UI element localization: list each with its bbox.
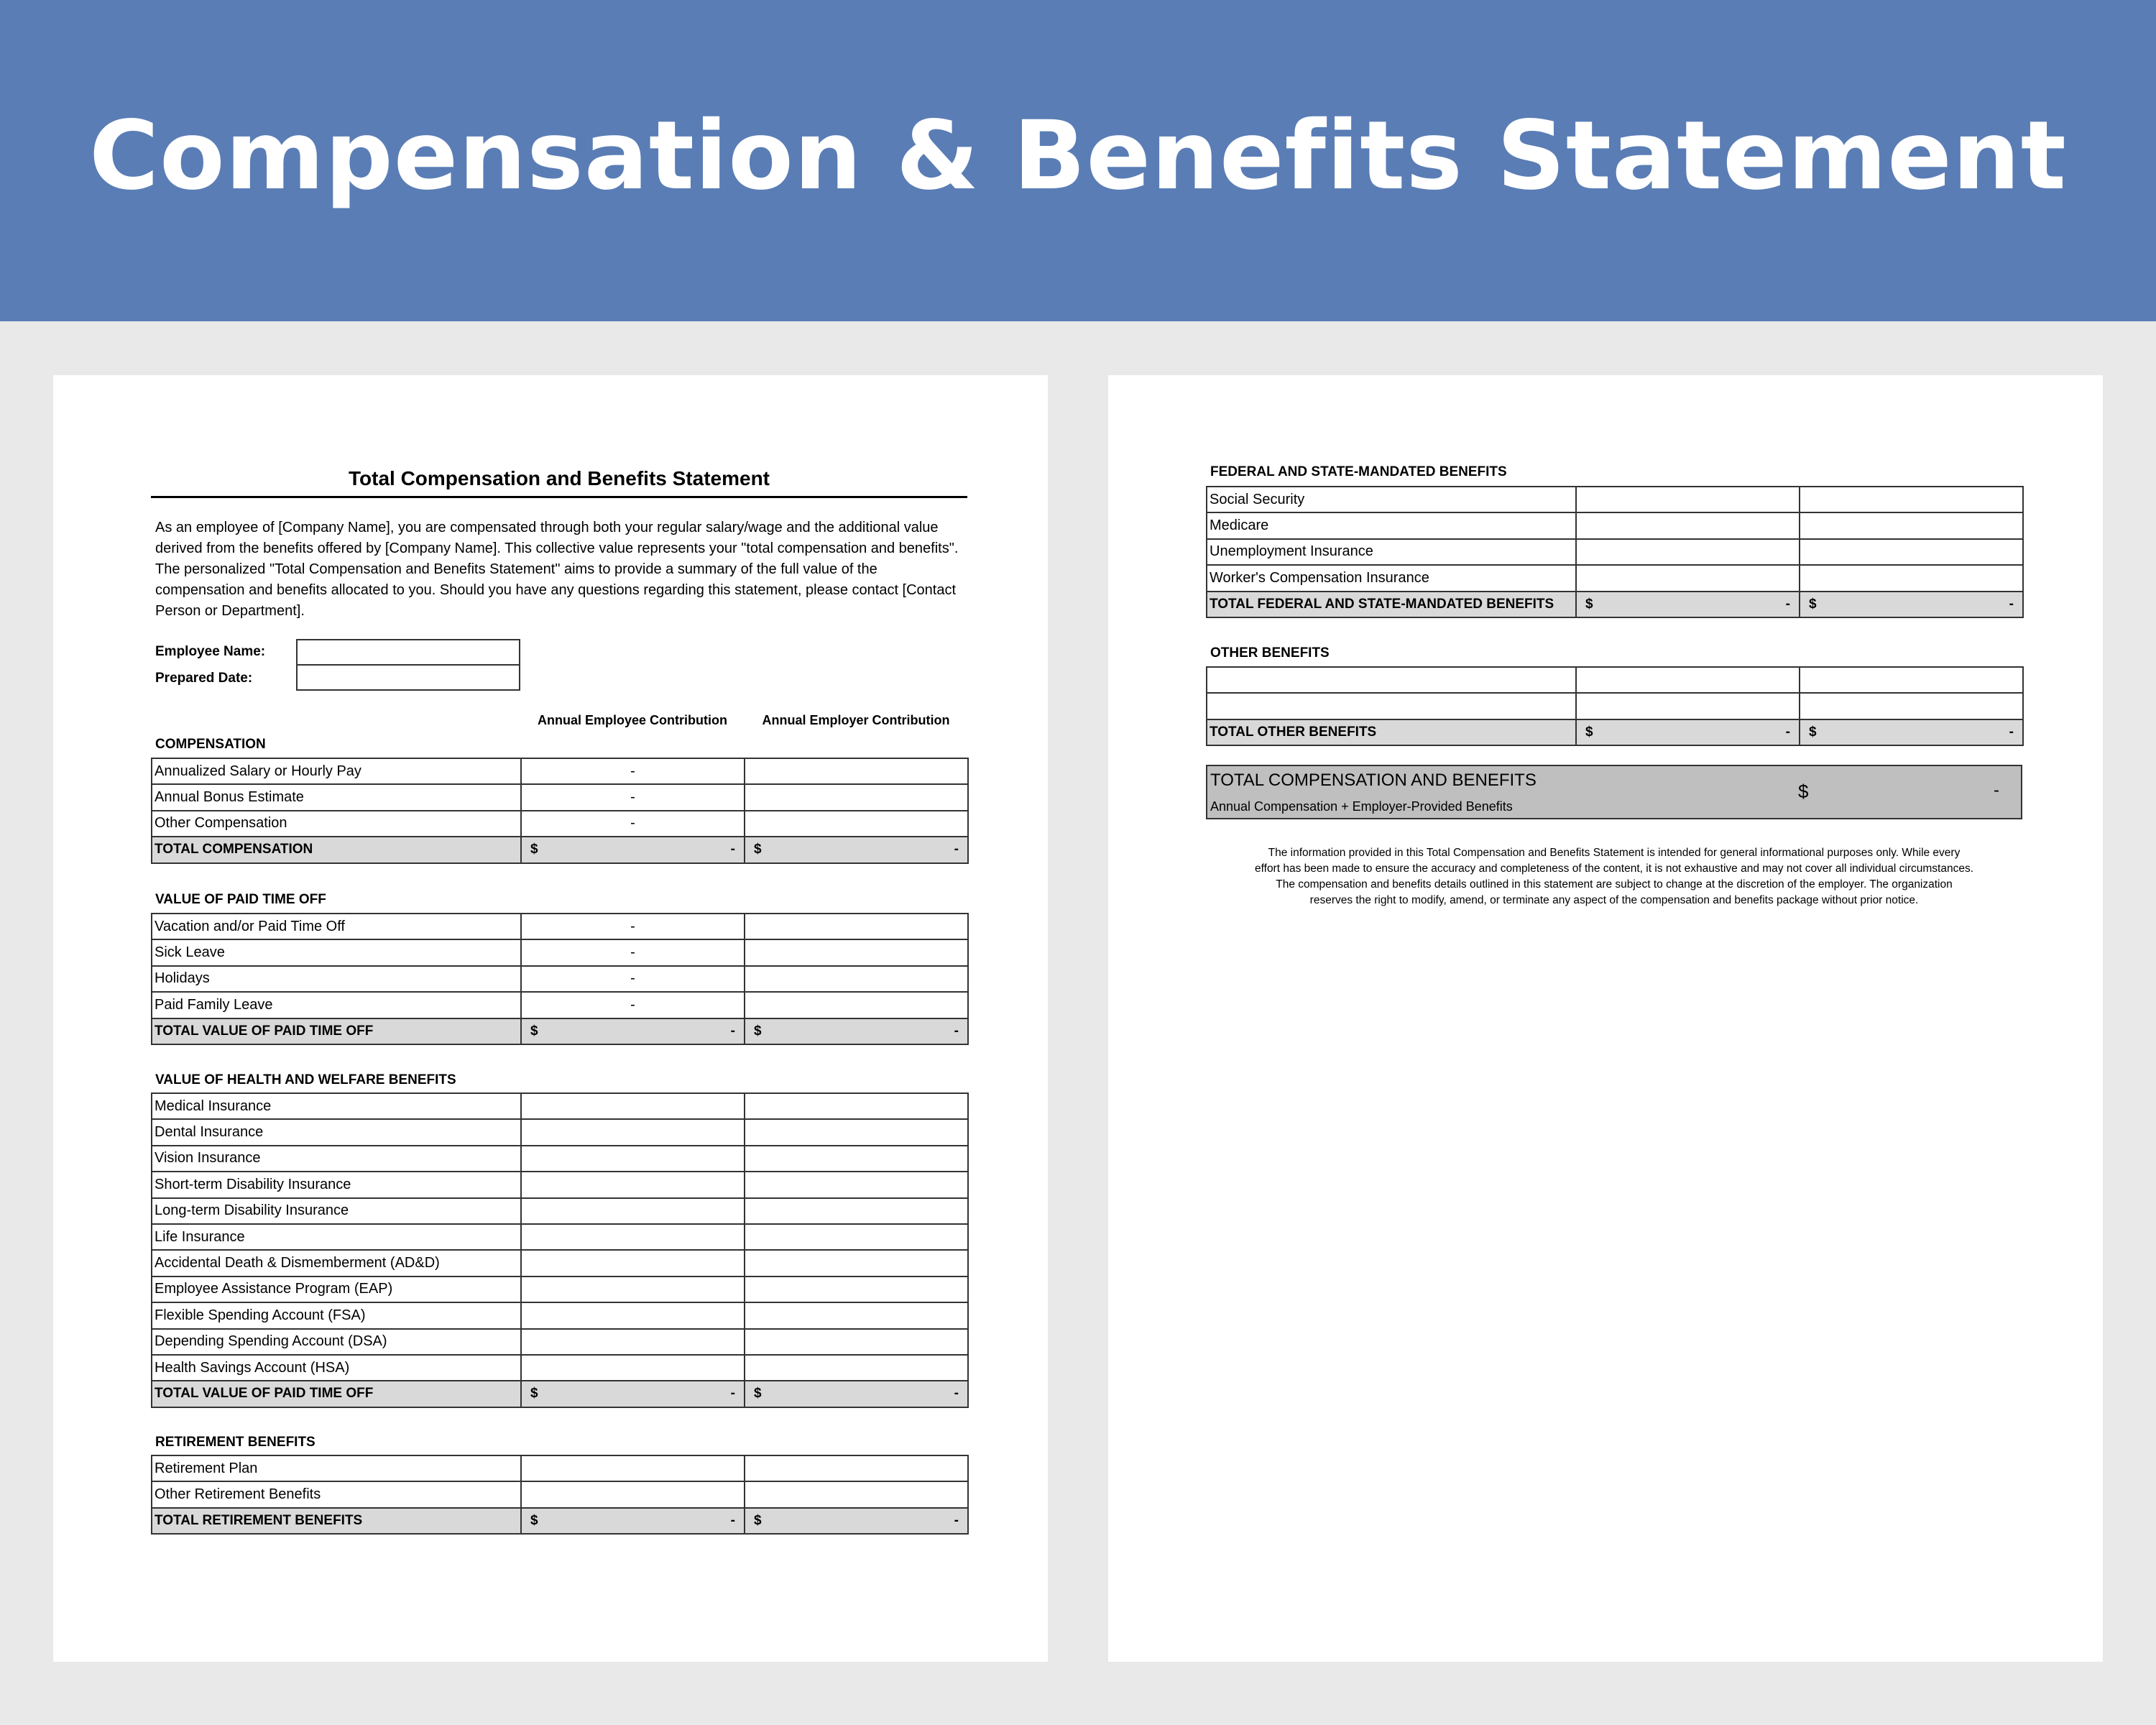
disclaimer-line: The information provided in this Total Compensation and Benefits Statement is intended for general informational purposes only. While every <box>1268 847 1961 859</box>
employer-contribution-cell[interactable] <box>745 1329 968 1355</box>
amount-value: - <box>730 1386 735 1402</box>
grand-total-box <box>1206 765 2022 819</box>
table-row <box>152 1146 968 1172</box>
employer-contribution-cell[interactable] <box>1800 487 2023 512</box>
row-label: Accidental Death & Dismemberment (AD&D) <box>152 1250 521 1276</box>
banner-title: Compensation & Benefits Statement <box>89 101 2067 211</box>
employer-contribution-cell[interactable] <box>745 1355 968 1381</box>
employer-contribution-cell[interactable] <box>1800 667 2023 693</box>
row-label: Life Insurance <box>152 1224 521 1250</box>
currency-symbol: $ <box>530 1023 538 1039</box>
employee-contribution-cell[interactable] <box>521 1224 745 1250</box>
section-title-paid-time-off: VALUE OF PAID TIME OFF <box>155 892 326 907</box>
employee-contribution-cell[interactable] <box>1576 565 1800 591</box>
employee-contribution-cell[interactable]: - <box>521 811 745 837</box>
row-label: Vacation and/or Paid Time Off <box>152 914 521 939</box>
employer-contribution-cell[interactable] <box>745 1198 968 1224</box>
currency-symbol: $ <box>1809 724 1817 740</box>
section-title-health-welfare: VALUE OF HEALTH AND WELFARE BENEFITS <box>155 1072 456 1087</box>
disclaimer <box>1206 845 2022 908</box>
amount-value: - <box>730 842 735 857</box>
currency-symbol: $ <box>754 1023 762 1039</box>
row-label: Annualized Salary or Hourly Pay <box>152 758 521 784</box>
grand-total-value: - <box>1994 781 1999 800</box>
total-employee-amount <box>521 1508 745 1534</box>
currency-symbol: $ <box>1585 596 1593 612</box>
total-employee-amount <box>521 837 745 862</box>
employer-contribution-cell[interactable] <box>745 1481 968 1507</box>
section-title-retirement: RETIREMENT BENEFITS <box>155 1435 315 1450</box>
employer-contribution-cell[interactable] <box>745 1250 968 1276</box>
employee-contribution-cell[interactable] <box>521 1119 745 1145</box>
table-row <box>152 1093 968 1119</box>
currency-symbol: $ <box>530 1386 538 1402</box>
total-row <box>152 1018 968 1044</box>
currency-symbol: $ <box>754 842 762 857</box>
employee-contribution-cell[interactable] <box>521 1146 745 1172</box>
disclaimer-line: effort has been made to ensure the accuracy and completeness of the content, it is not exhaustive and may not cover all individual circumstances. <box>1254 862 1974 875</box>
employer-contribution-cell[interactable] <box>745 1224 968 1250</box>
row-label: Other Retirement Benefits <box>152 1481 521 1507</box>
employee-contribution-cell[interactable] <box>521 1198 745 1224</box>
currency-symbol: $ <box>1809 596 1817 612</box>
total-employee-amount <box>1576 719 1800 745</box>
employee-contribution-cell[interactable] <box>1576 667 1800 693</box>
employee-contribution-cell[interactable] <box>521 1355 745 1381</box>
employer-contribution-cell[interactable] <box>745 914 968 939</box>
employee-contribution-cell[interactable]: - <box>521 758 745 784</box>
total-employer-amount <box>745 1018 968 1044</box>
table-row <box>1207 512 2023 538</box>
total-employer-amount <box>1800 592 2023 617</box>
employer-contribution-cell[interactable] <box>745 966 968 992</box>
row-label: Dental Insurance <box>152 1119 521 1145</box>
table-row <box>152 939 968 965</box>
amount-value: - <box>1785 596 1790 612</box>
amount-value: - <box>954 842 959 857</box>
paid-time-off-table <box>151 913 969 1045</box>
currency-symbol: $ <box>530 842 538 857</box>
table-row <box>1207 539 2023 565</box>
amount-value: - <box>954 1023 959 1039</box>
row-label: Paid Family Leave <box>152 992 521 1018</box>
disclaimer-line: The compensation and benefits details outlined in this statement are subject to change at the discretion of the employer. The organization <box>1276 878 1953 891</box>
health-welfare-table <box>151 1092 969 1408</box>
total-label: TOTAL FEDERAL AND STATE-MANDATED BENEFITS <box>1207 592 1576 617</box>
total-row <box>152 837 968 862</box>
row-label: Retirement Plan <box>152 1455 521 1481</box>
total-employee-amount <box>521 1381 745 1407</box>
employer-contribution-cell[interactable] <box>745 1172 968 1197</box>
retirement-table <box>151 1455 969 1535</box>
column-header-employer: Annual Employer Contribution <box>762 713 950 727</box>
employee-contribution-cell[interactable] <box>521 1302 745 1328</box>
amount-value: - <box>730 1512 735 1528</box>
employee-name-field[interactable] <box>296 639 520 666</box>
row-label: Employee Assistance Program (EAP) <box>152 1276 521 1302</box>
header-banner <box>0 0 2156 321</box>
total-label: TOTAL VALUE OF PAID TIME OFF <box>152 1018 521 1044</box>
employee-contribution-cell[interactable]: - <box>521 966 745 992</box>
prepared-date-label: Prepared Date: <box>155 671 253 686</box>
table-row <box>152 1224 968 1250</box>
total-row <box>1207 592 2023 617</box>
row-label: Worker's Compensation Insurance <box>1207 565 1576 591</box>
total-label: TOTAL COMPENSATION <box>152 837 521 862</box>
row-label: Annual Bonus Estimate <box>152 784 521 810</box>
employer-contribution-cell[interactable] <box>745 1302 968 1328</box>
employer-contribution-cell[interactable] <box>745 1093 968 1119</box>
intro-paragraph: As an employee of [Company Name], you are compensated through both your regular salary/wage and the additional value derived from the benefits offered by [Company Name]. This collective value represents your "total compensation and benefits". The personalized "Total Compensation and Benefits Statement" aims to provide a summary of the full value of the compensation and benefits allocated to you. Should you have any questions regarding this statement, please contact [Contact Person or Department]. <box>155 520 959 619</box>
table-row <box>152 1198 968 1224</box>
row-label: Social Security <box>1207 487 1576 512</box>
table-row <box>152 1276 968 1302</box>
row-label: Health Savings Account (HSA) <box>152 1355 521 1381</box>
total-row <box>152 1381 968 1407</box>
employer-contribution-cell[interactable] <box>745 1119 968 1145</box>
employee-contribution-cell[interactable] <box>521 1329 745 1355</box>
employee-contribution-cell[interactable]: - <box>521 992 745 1018</box>
table-row <box>152 1455 968 1481</box>
row-label: Sick Leave <box>152 939 521 965</box>
total-row <box>152 1508 968 1534</box>
page-right <box>1108 375 2103 1662</box>
employer-contribution-cell[interactable] <box>745 939 968 965</box>
amount-value: - <box>1785 724 1790 740</box>
row-label: Short-term Disability Insurance <box>152 1172 521 1197</box>
employee-contribution-cell[interactable] <box>1576 487 1800 512</box>
table-row <box>152 992 968 1018</box>
amount-value: - <box>2009 596 2014 612</box>
table-row <box>152 811 968 837</box>
table-row <box>1207 667 2023 693</box>
employee-contribution-cell[interactable]: - <box>521 914 745 939</box>
employer-contribution-cell[interactable] <box>745 1455 968 1481</box>
prepared-date-field[interactable] <box>296 664 520 691</box>
table-row <box>152 1119 968 1145</box>
table-row <box>152 1250 968 1276</box>
employer-contribution-cell[interactable] <box>745 1276 968 1302</box>
employee-contribution-cell[interactable] <box>1576 539 1800 565</box>
currency-symbol: $ <box>754 1512 762 1528</box>
employer-contribution-cell[interactable] <box>1800 512 2023 538</box>
row-label: Other Compensation <box>152 811 521 837</box>
employer-contribution-cell[interactable] <box>745 811 968 837</box>
document-title: Total Compensation and Benefits Statement <box>349 467 770 489</box>
employer-contribution-cell[interactable] <box>1800 693 2023 719</box>
employee-contribution-cell[interactable] <box>521 1276 745 1302</box>
employee-contribution-cell[interactable] <box>521 1093 745 1119</box>
employee-name-label: Employee Name: <box>155 644 266 659</box>
employer-contribution-cell[interactable] <box>745 758 968 784</box>
table-row <box>152 1172 968 1197</box>
row-label <box>1207 693 1576 719</box>
table-row <box>152 758 968 784</box>
table-row <box>1207 487 2023 512</box>
disclaimer-line: reserves the right to modify, amend, or terminate any aspect of the compensation and benefits package without prior notice. <box>1309 894 1919 906</box>
grand-total-subtitle: Annual Compensation + Employer-Provided Benefits <box>1210 799 1513 814</box>
employee-contribution-cell[interactable] <box>521 1455 745 1481</box>
total-employer-amount <box>745 1508 968 1534</box>
total-employee-amount <box>521 1018 745 1044</box>
compensation-table <box>151 758 969 864</box>
federal-state-table <box>1206 486 2024 618</box>
employee-contribution-cell[interactable] <box>521 1481 745 1507</box>
page-left <box>53 375 1048 1662</box>
amount-value: - <box>730 1023 735 1039</box>
currency-symbol: $ <box>754 1386 762 1402</box>
employer-contribution-cell[interactable] <box>745 992 968 1018</box>
total-employer-amount <box>745 837 968 862</box>
section-title-compensation: COMPENSATION <box>155 737 266 752</box>
grand-total-currency: $ <box>1798 781 1809 802</box>
currency-symbol: $ <box>530 1512 538 1528</box>
table-row <box>152 966 968 992</box>
total-employer-amount <box>1800 719 2023 745</box>
row-label: Medicare <box>1207 512 1576 538</box>
column-header-employee: Annual Employee Contribution <box>538 713 727 727</box>
grand-total-title: TOTAL COMPENSATION AND BENEFITS <box>1210 770 1537 790</box>
total-label: TOTAL OTHER BENEFITS <box>1207 719 1576 745</box>
employer-contribution-cell[interactable] <box>745 1146 968 1172</box>
total-label: TOTAL VALUE OF PAID TIME OFF <box>152 1381 521 1407</box>
row-label: Flexible Spending Account (FSA) <box>152 1302 521 1328</box>
employee-contribution-cell[interactable] <box>1576 512 1800 538</box>
table-row <box>152 1355 968 1381</box>
employee-contribution-cell[interactable]: - <box>521 939 745 965</box>
employee-contribution-cell[interactable] <box>521 1250 745 1276</box>
table-row <box>152 914 968 939</box>
table-row <box>1207 565 2023 591</box>
row-label: Long-term Disability Insurance <box>152 1198 521 1224</box>
table-row <box>152 1481 968 1507</box>
row-label <box>1207 667 1576 693</box>
amount-value: - <box>954 1386 959 1402</box>
total-employee-amount <box>1576 592 1800 617</box>
total-label: TOTAL RETIREMENT BENEFITS <box>152 1508 521 1534</box>
other-benefits-table <box>1206 666 2024 746</box>
total-employer-amount <box>745 1381 968 1407</box>
title-divider <box>151 496 967 498</box>
employee-contribution-cell[interactable] <box>1576 693 1800 719</box>
row-label: Depending Spending Account (DSA) <box>152 1329 521 1355</box>
table-row <box>1207 693 2023 719</box>
row-label: Vision Insurance <box>152 1146 521 1172</box>
employer-contribution-cell[interactable] <box>1800 565 2023 591</box>
employee-contribution-cell[interactable]: - <box>521 784 745 810</box>
section-title-other-benefits: OTHER BENEFITS <box>1210 645 1330 661</box>
amount-value: - <box>954 1512 959 1528</box>
total-row <box>1207 719 2023 745</box>
row-label: Holidays <box>152 966 521 992</box>
employee-contribution-cell[interactable] <box>521 1172 745 1197</box>
section-title-federal-state: FEDERAL AND STATE-MANDATED BENEFITS <box>1210 464 1507 479</box>
amount-value: - <box>2009 724 2014 740</box>
table-row <box>152 1302 968 1328</box>
employer-contribution-cell[interactable] <box>1800 539 2023 565</box>
row-label: Unemployment Insurance <box>1207 539 1576 565</box>
row-label: Medical Insurance <box>152 1093 521 1119</box>
employer-contribution-cell[interactable] <box>745 784 968 810</box>
table-row <box>152 784 968 810</box>
table-row <box>152 1329 968 1355</box>
currency-symbol: $ <box>1585 724 1593 740</box>
